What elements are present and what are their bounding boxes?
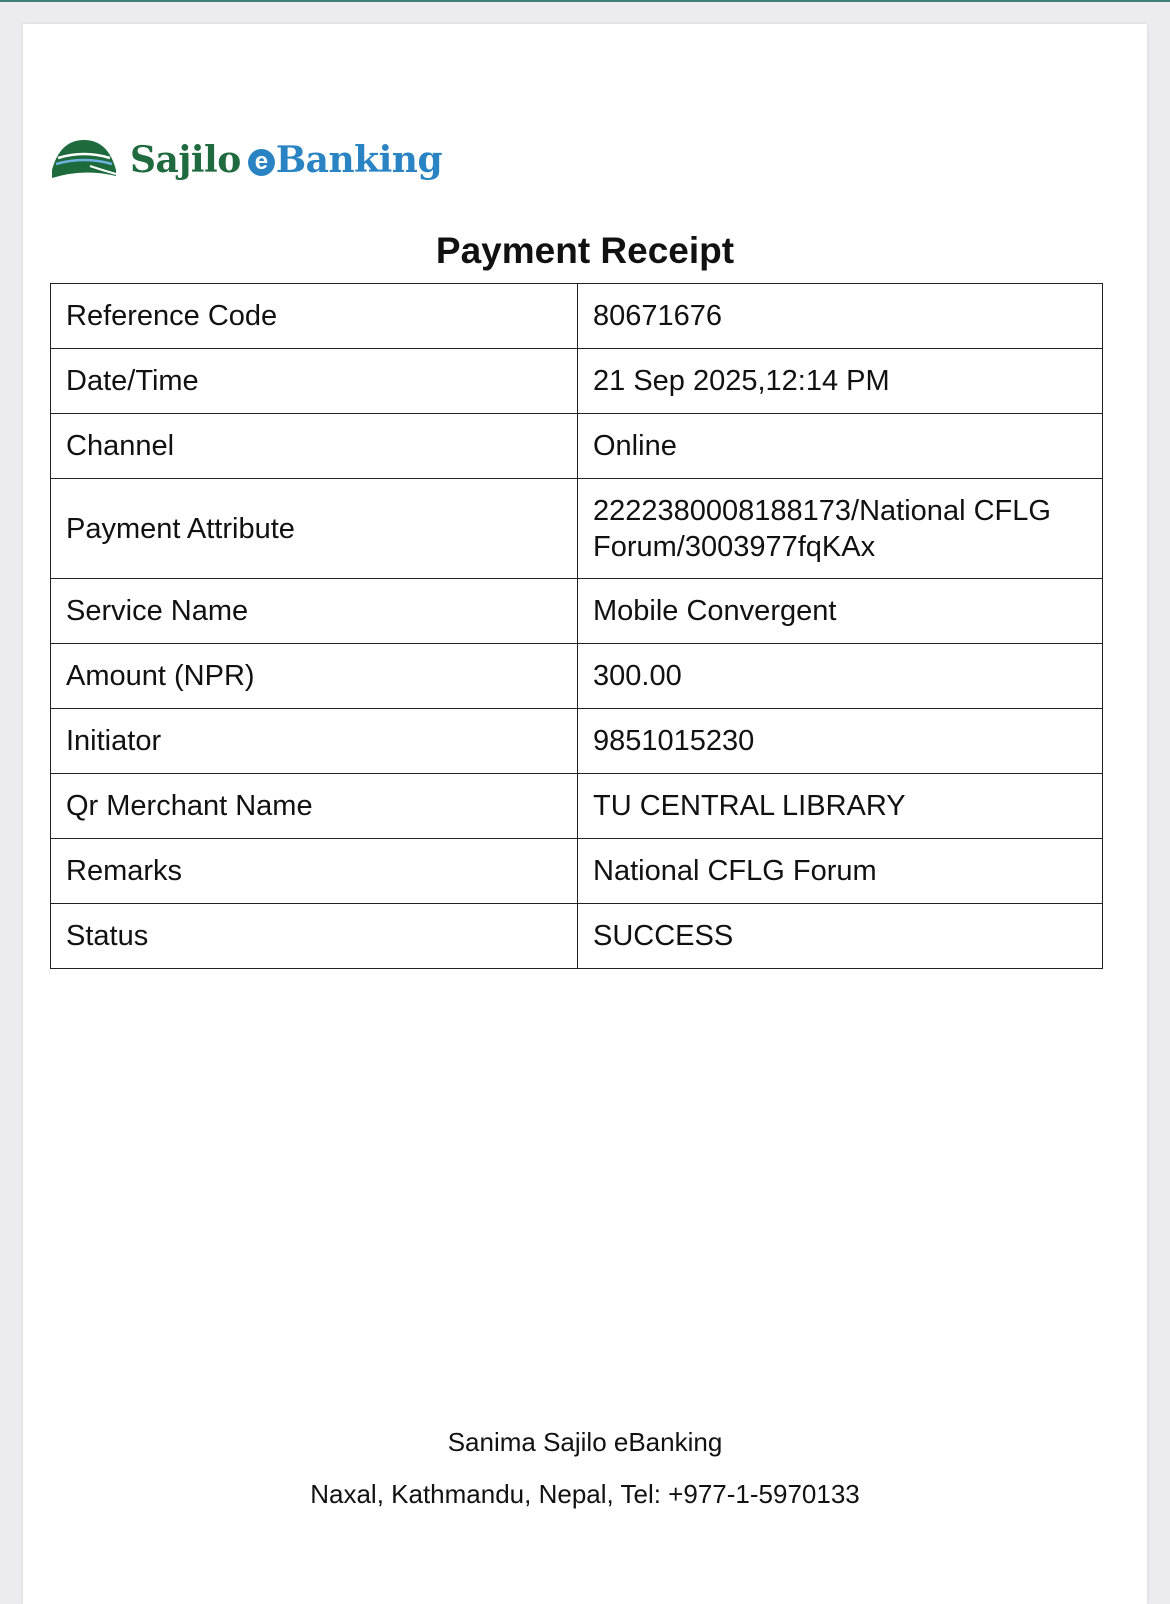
status-value: SUCCESS [578, 904, 1103, 969]
qr-merchant-name-value: TU CENTRAL LIBRARY [578, 774, 1103, 839]
channel-label: Channel [51, 414, 578, 479]
logo-emblem-icon [50, 136, 118, 184]
table-row [51, 414, 1103, 479]
amount-value: 300.00 [578, 644, 1103, 709]
table-row [51, 839, 1103, 904]
amount-label: Amount (NPR) [51, 644, 578, 709]
qr-merchant-name-label: Qr Merchant Name [51, 774, 578, 839]
reference-code-value: 80671676 [578, 284, 1103, 349]
logo-e-mark: e [248, 149, 275, 176]
receipt-page [23, 24, 1147, 1604]
table-row [51, 644, 1103, 709]
logo-word-sajilo: Sajilo [130, 139, 241, 181]
table-row [51, 709, 1103, 774]
status-label: Status [51, 904, 578, 969]
table-row [51, 479, 1103, 579]
initiator-value: 9851015230 [578, 709, 1103, 774]
logo-word-banking: Banking [275, 139, 443, 181]
service-name-label: Service Name [51, 579, 578, 644]
logo-wordmark [130, 139, 442, 181]
payment-attribute-value: 2222380008188173/National CFLG Forum/3003977fqKAx [578, 479, 1103, 579]
sajilo-ebanking-logo [50, 132, 442, 188]
service-name-value: Mobile Convergent [578, 579, 1103, 644]
page-title: Payment Receipt [435, 230, 735, 271]
remarks-value: National CFLG Forum [578, 839, 1103, 904]
date-time-value: 21 Sep 2025,12:14 PM [578, 349, 1103, 414]
date-time-label: Date/Time [51, 349, 578, 414]
footer-address: Naxal, Kathmandu, Nepal, Tel: +977-1-5970133 [310, 1479, 860, 1509]
table-row [51, 284, 1103, 349]
table-row [51, 774, 1103, 839]
table-row [51, 349, 1103, 414]
table-row [51, 904, 1103, 969]
footer-bank-name: Sanima Sajilo eBanking [447, 1427, 723, 1457]
receipt-table [50, 283, 1103, 969]
top-strip [0, 0, 1170, 2]
remarks-label: Remarks [51, 839, 578, 904]
channel-value: Online [578, 414, 1103, 479]
initiator-label: Initiator [51, 709, 578, 774]
table-row [51, 579, 1103, 644]
reference-code-label: Reference Code [51, 284, 578, 349]
payment-attribute-label: Payment Attribute [51, 479, 578, 579]
